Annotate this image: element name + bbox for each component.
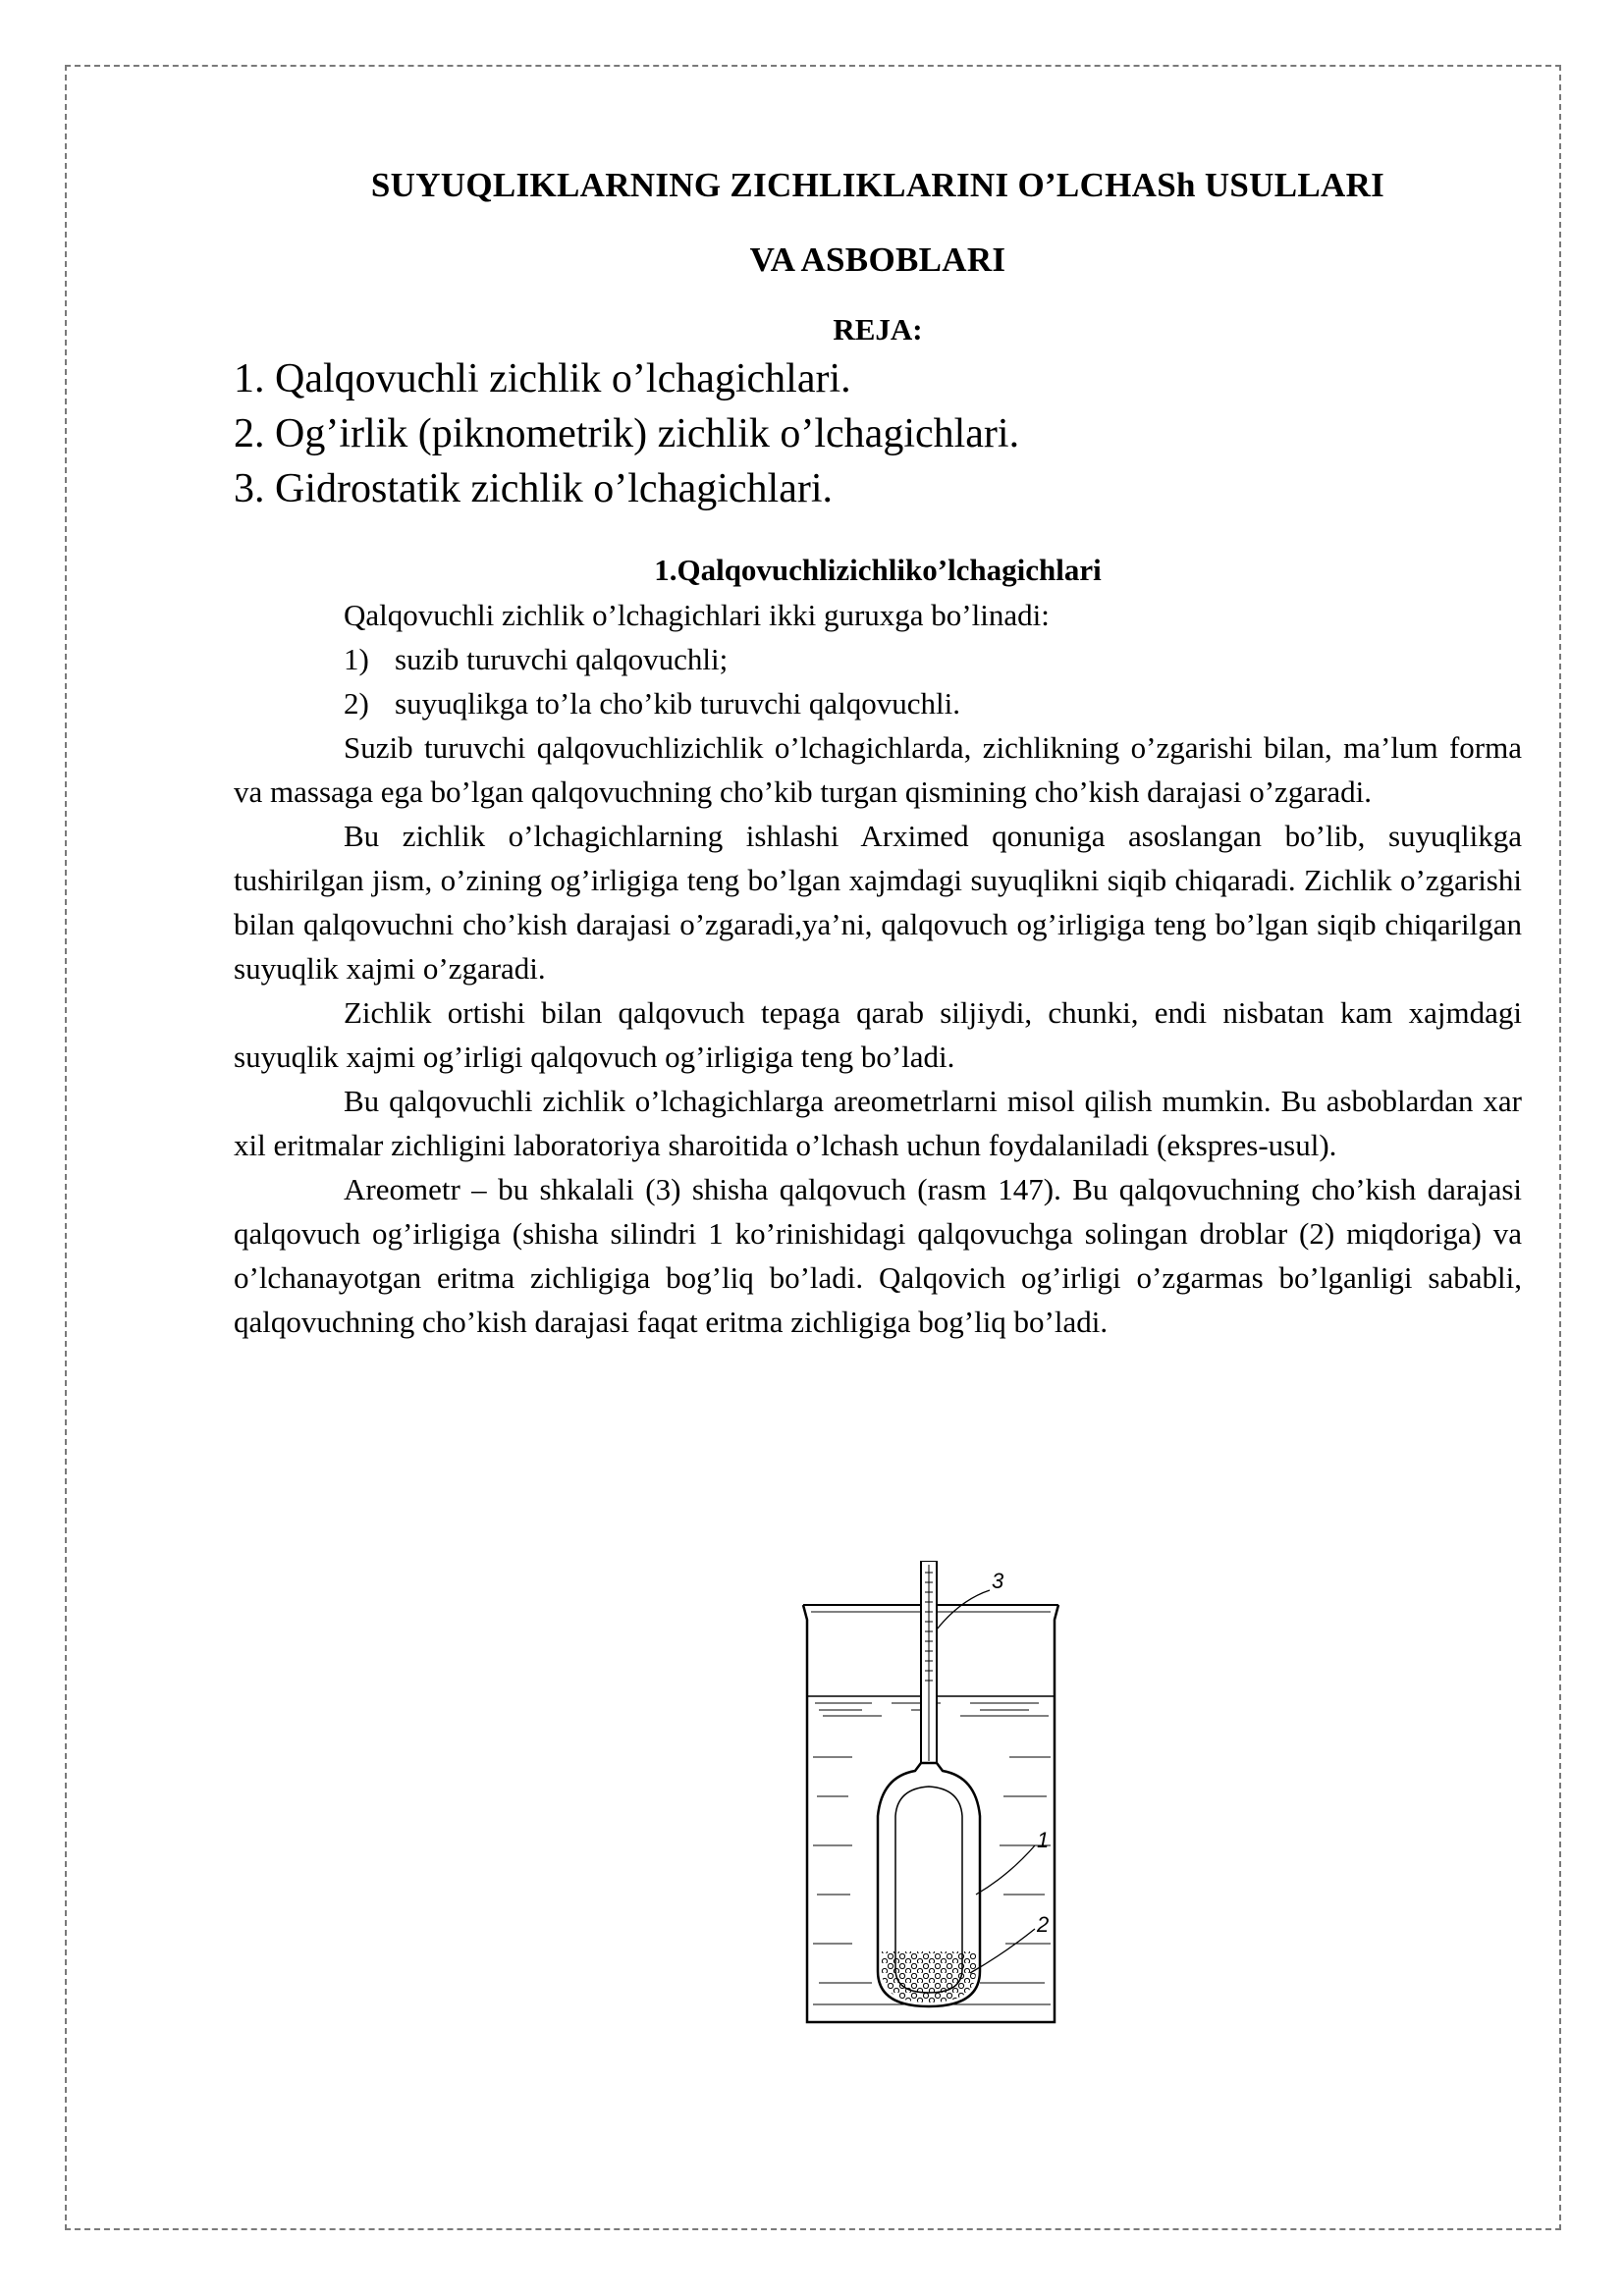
paragraph-2: Bu zichlik o’lchagichlarning ishlashi Arximed qonuniga asoslangan bo’lib, suyuqlikga tushirilgan jism, o’zining og’irligiga teng bo’lgan xajmdagi suyuqlikni siqib chiqaradi. Zichlik o’zgarishi bilan qalqovuchni cho’kish darajasi o’zgaradi,ya’ni, qalqovuch og’irligiga teng bo’lgan siqib chiqarilgan suyuqlik xajmi o’zgaradi. [234,819,1522,986]
areometer-diagram [793,1561,1078,2032]
list-item-1 [234,637,1522,681]
paragraph-3: Zichlik ortishi bilan qalqovuch tepaga qarab siljiydi, chunki, endi nisbatan kam xajmdagi suyuqlik xajmi og’irligi qalqovuch og’irligiga teng bo’ladi. [234,995,1522,1074]
shot-pellets [882,1951,976,2002]
paragraph-4: Bu qalqovuchli zichlik o’lchagichlarga areometrlarni misol qilish mumkin. Bu asboblardan xar xil eritmalar zichligini laboratoriya sharoitida o’lchash uchun foydalaniladi (ekspres-usul). [234,1084,1522,1162]
paragraph-5: Areometr – bu shkalali (3) shisha qalqovuch (rasm 147). Bu qalqovuchning cho’kish darajasi qalqovuch og’irligiga (shisha silindri 1 ko’rinishidagi qalqovuchga solingan droblar (2) miqdoriga) va o’lchanayotgan eritma zichligiga bog’liq bo’ladi. Qalqovich og’irligi o’zgarmas bo’lganligi sababli, qalqovuchning cho’kish darajasi faqat eritma zichligiga bog’liq bo’ladi. [234,1172,1522,1339]
list-item-2-text: suyuqlikga to’la cho’kib turuvchi qalqovuchli. [395,686,960,721]
plan-list [234,351,1522,516]
list-item-2-number: 2) [344,686,369,721]
plan-item-3: 3. Gidrostatik zichlik o’lchagichlari. [234,466,833,511]
document-body [234,147,1522,1344]
list-item-1-number: 1) [344,642,369,676]
plan-item-1: 1. Qalqovuchli zichlik o’lchagichlari. [234,356,851,401]
title-line-2: VA ASBOBLARI [749,240,1006,279]
section-heading: 1.Qalqovuchlizichliko’lchagichlari [654,553,1102,587]
areometer-stem [921,1561,937,1763]
list-item-1-text: suzib turuvchi qalqovuchli; [395,642,729,676]
list-item-2 [234,681,1522,725]
figure-label-1: 1 [1037,1828,1050,1852]
paragraph-1: Suzib turuvchi qalqovuchlizichlik o’lchagichlarda, zichlikning o’zgarishi bilan, ma’lum forma va massaga ega bo’lgan qalqovuchning cho’kib turgan qismining cho’kish darajasi o’zgaradi. [234,730,1522,809]
reja-label: REJA: [833,312,923,347]
areometer-figure [793,1561,1078,2032]
figure-label-3: 3 [992,1569,1004,1593]
figure-label-2: 2 [1037,1912,1050,1937]
title-line-1: SUYUQLIKLARNING ZICHLIKLARINI O’LCHASh USULLARI [370,166,1385,204]
plan-item-2: 2. Og’irlik (piknometrik) zichlik o’lchagichlari. [234,411,1020,456]
intro-text: Qalqovuchli zichlik o’lchagichlari ikki guruxga bo’linadi: [344,598,1050,632]
